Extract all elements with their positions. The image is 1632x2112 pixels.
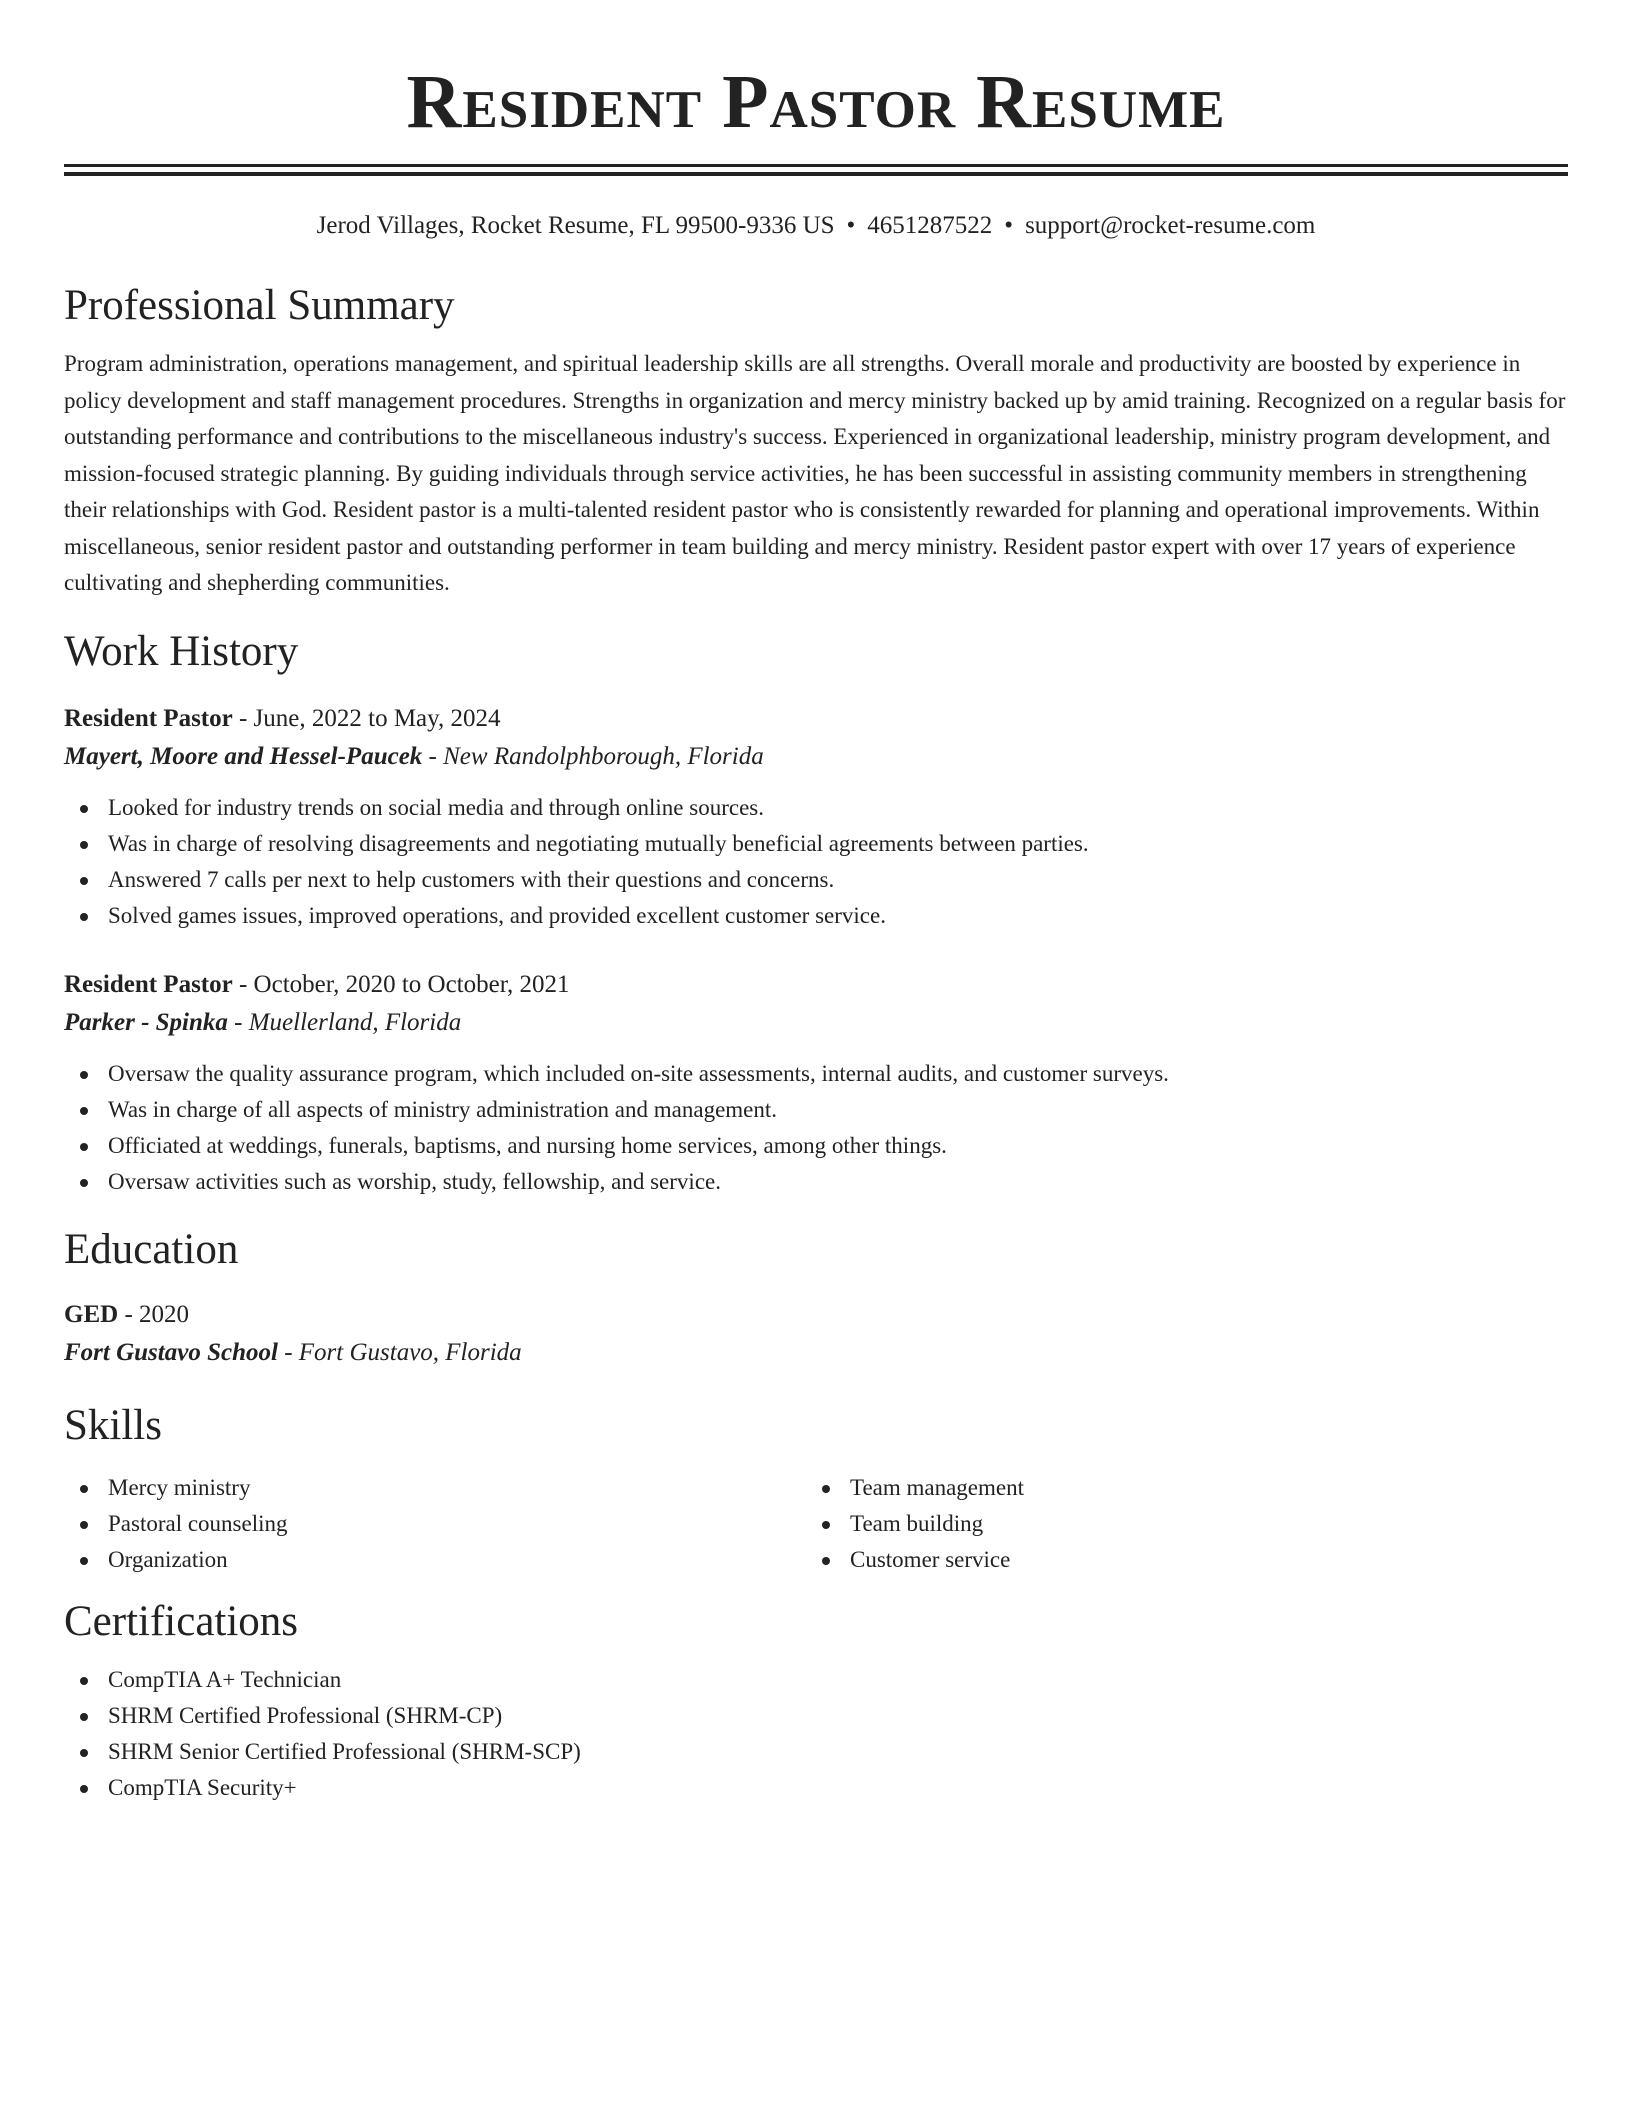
education-degree: GED [64, 1300, 119, 1328]
job-role: Resident Pastor [64, 704, 233, 732]
work-history-heading: Work History [64, 627, 299, 675]
education-entry [64, 1296, 1568, 1372]
list-item: Oversaw activities such as worship, study, fellowship, and service. [64, 1164, 1568, 1200]
list-item: Was in charge of all aspects of ministry administration and management. [64, 1092, 1568, 1128]
list-item: Team management [806, 1470, 1548, 1506]
summary-heading: Professional Summary [64, 282, 455, 329]
education-year: - 2020 [118, 1300, 190, 1328]
job-duties [64, 1056, 1568, 1200]
skills-heading: Skills [64, 1401, 162, 1449]
contact-email: support@rocket-resume.com [1025, 212, 1316, 239]
list-item: Mercy ministry [64, 1470, 806, 1506]
job-entry [64, 700, 1568, 934]
list-item: Oversaw the quality assurance program, which included on-site assessments, internal audits, and customer surveys. [64, 1056, 1568, 1092]
list-item: Answered 7 calls per next to help customers with their questions and concerns. [64, 862, 1568, 898]
title-double-rule [64, 164, 1568, 176]
job-role: Resident Pastor [64, 970, 233, 998]
job-company: Parker - Spinka [64, 1008, 228, 1036]
job-location: - New Randolphborough, Florida [422, 742, 764, 770]
job-employer [64, 1004, 1568, 1042]
list-item: Pastoral counseling [64, 1506, 806, 1542]
job-duties [64, 790, 1568, 934]
job-entry [64, 966, 1568, 1200]
job-dates: - October, 2020 to October, 2021 [232, 970, 570, 998]
list-item: Looked for industry trends on social media and through online sources. [64, 790, 1568, 826]
contact-address: Jerod Villages, Rocket Resume, FL 99500-9336 US [316, 212, 835, 239]
certifications-heading: Certifications [64, 1597, 299, 1645]
certifications-list [64, 1662, 1568, 1806]
contact-separator: • [846, 212, 856, 239]
list-item: CompTIA A+ Technician [64, 1662, 1568, 1698]
education-degree-line [64, 1296, 1568, 1334]
education-location: - Fort Gustavo, Florida [277, 1338, 522, 1366]
list-item: Team building [806, 1506, 1548, 1542]
list-item: Organization [64, 1542, 806, 1578]
list-item: CompTIA Security+ [64, 1770, 1568, 1806]
contact-separator: • [1004, 212, 1014, 239]
list-item: Officiated at weddings, funerals, baptisms, and nursing home services, among other things. [64, 1128, 1568, 1164]
job-employer [64, 738, 1568, 776]
list-item: SHRM Senior Certified Professional (SHRM-SCP) [64, 1734, 1568, 1770]
education-school: Fort Gustavo School [64, 1338, 278, 1366]
contact-phone: 4651287522 [867, 212, 993, 239]
job-header [64, 966, 1568, 1004]
education-school-line [64, 1334, 1568, 1372]
job-location: - Muellerland, Florida [227, 1008, 462, 1036]
list-item: Solved games issues, improved operations, and provided excellent customer service. [64, 898, 1568, 934]
contact-line [64, 210, 1568, 242]
job-company: Mayert, Moore and Hessel-Paucek [64, 742, 423, 770]
job-header [64, 700, 1568, 738]
resume-title: Resident Pastor Resume [406, 60, 1226, 144]
skills-column-left [64, 1470, 806, 1578]
list-item: Customer service [806, 1542, 1548, 1578]
job-dates: - June, 2022 to May, 2024 [232, 704, 501, 732]
list-item: SHRM Certified Professional (SHRM-CP) [64, 1698, 1568, 1734]
education-heading: Education [64, 1225, 239, 1273]
skills-grid [64, 1470, 1568, 1578]
summary-text: Program administration, operations management, and spiritual leadership skills are all strengths. Overall morale and productivity are boosted by experience in policy development and staff management procedures. Strengths in organization and mercy ministry backed up by amid training. Recognized on a regular basis for outstanding performance and contributions to the miscellaneous industry's success. Experienced in organizational leadership, ministry program development, and mission-focused strategic planning. By guiding individuals through service activities, he has been successful in assisting community members in strengthening their relationships with God. Resident pastor is a multi-talented resident pastor who is consistently rewarded for planning and operational improvements. Within miscellaneous, senior resident pastor and outstanding performer in team building and mercy ministry. Resident pastor expert with over 17 years of experience cultivating and shepherding communities. [64, 351, 1566, 595]
skills-column-right [806, 1470, 1548, 1578]
list-item: Was in charge of resolving disagreements and negotiating mutually beneficial agreements between parties. [64, 826, 1568, 862]
